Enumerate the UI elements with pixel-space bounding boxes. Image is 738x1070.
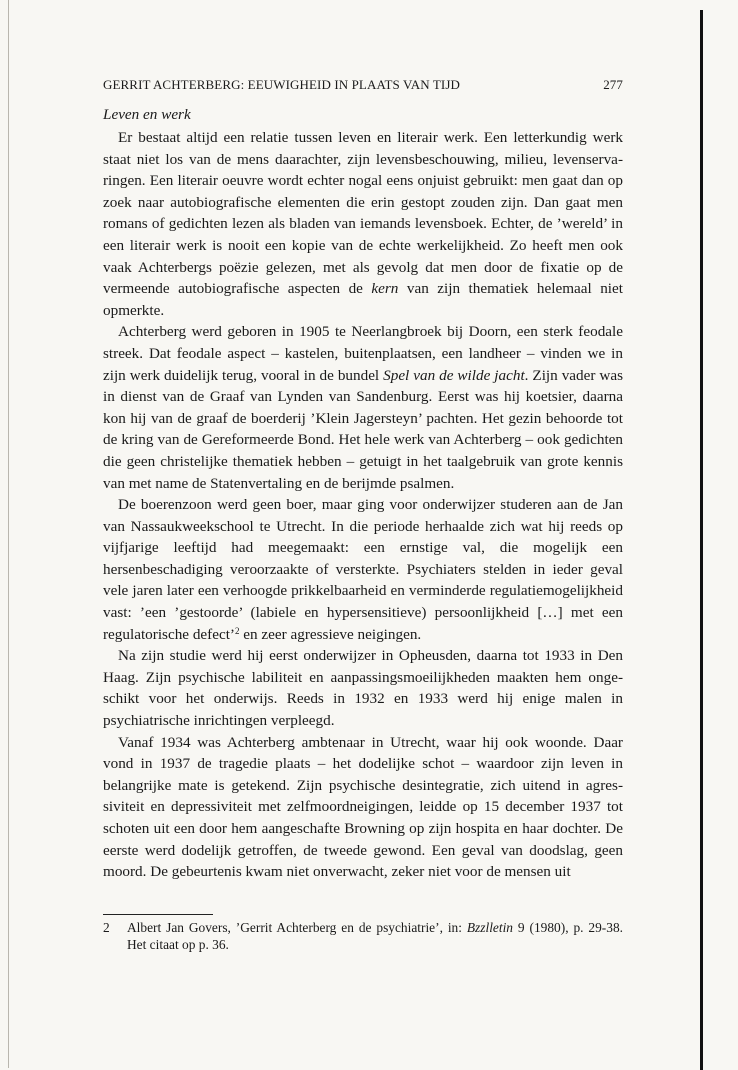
page-left-edge xyxy=(8,0,9,1068)
page-right-edge xyxy=(700,10,703,1070)
paragraph: De boerenzoon werd geen boer, maar ging voor onderwijzer studeren aan de Jan van Nassaukweekschool te Utrecht. In die periode herhaalde zich wat hij reeds op vijfjarige leeftijd had meegemaakt: een ernstige val, die mogelijk een hersenbeschadiging veroorzaakte of versterkte. Psychiaters stelden in ieder geval vele jaren later een verhoogde prikkelbaarheid en verminderde regulatiemogelijkheid vast: ’een ’gestoorde’ (labiele en hypersensitieve) persoonlijkheid […] met een regulatorische defect’$^2$ en zeer agressieve neigingen. xyxy=(103,496,623,643)
footnote-ref[interactable]: 2 xyxy=(234,625,240,636)
footnote-text: Albert Jan Govers, ’Gerrit Achterberg en de psychiatrie’, in: Bzzlletin 9 (1980), p. 29-38. Het citaat op p. 36. xyxy=(127,920,623,952)
footnote-rule xyxy=(103,914,213,915)
footnote-number: 2 xyxy=(103,920,110,935)
running-title: GERRIT ACHTERBERG: EEUWIGHEID IN PLAATS VAN TIJD xyxy=(103,77,461,92)
paragraph: Vanaf 1934 was Achterberg ambtenaar in Utrecht, waar hij ook woonde. Daar vond in 1937 de tragedie plaats – het dodelijke schot – waardoor zijn leven in belangrijke mate is getekend. Zijn psychische desintegratie, zich uitend in agressiviteit en depressiviteit met zelfmoordneigingen, leidde op 15 december 1937 tot schoten uit een door hem aangeschafte Browning op zijn hospita en haar dochter. De eerste werd dodelijk getroffen, de tweede gewond. Een geval van doodslag, geen moord. De gebeurtenis kwam niet onverwacht, zeker niet voor de mensen uit xyxy=(103,733,623,881)
emphasis: kern xyxy=(371,280,399,298)
paragraph: Achterberg werd geboren in 1905 te Neerlangbroek bij Doorn, een sterk feodale streek. Dat feodale aspect – kastelen, buitenplaatsen, een landheer – vinden we in zijn werk duidelijk terug, vooral in de bundel Spel van de wilde jacht. Zijn vader was in dienst van de Graaf van Lynden van Sandenburg. Eerst was hij koetsier, daarna kon hij van de graaf de boerderij ’Klein Jagersteyn’ pachten. Het gezin behoorde tot de kring van de Gereformeerde Bond. Het hele werk van Achterberg – ook gedichten die geen christelijke thematiek hebben – getuigt in het taalgebruik van grote kennis van met name de Statenvertaling en de berijmde psalmen. xyxy=(103,323,624,492)
book-title: Spel van de wilde jacht xyxy=(383,366,525,384)
paragraph: Er bestaat altijd een relatie tussen leven en literair werk. Een letterkundig werk staat niet los van de mens daarachter, zijn levensbeschouwing, milieu, levenservaringen. Een literair oeuvre wordt echter nogal eens onjuist gebruikt: men gaat dan op zoek naar autobiografische elementen die erin gestopt zouden zijn. Dan gaat men romans of gedichten lezen als bladen van iemands levensboek. Echter, de ’wereld’ in een literair werk is nooit een kopie van de echte werkelijkheid. Zo heeft men ook vaak Achterbergs poëzie gelezen, met als gevolg dat men door de fixatie op de vermeende autobiografische aspecten de kern van zijn thematiek helemaal niet opmerkte. xyxy=(103,129,623,319)
running-header xyxy=(103,77,623,93)
body-text xyxy=(103,127,623,883)
page-number: 277 xyxy=(603,77,623,92)
footnote xyxy=(103,919,623,953)
section-title: Leven en werk xyxy=(103,106,191,123)
paragraph: Na zijn studie werd hij eerst onderwijzer in Opheusden, daarna tot 1933 in Den Haag. Zijn psychische labiliteit en aanpassingsmoeilijkheden maakten hem ongeschikt voor het onderwijs. Reeds in 1932 en 1933 werd hij enige malen in psychiatrische inrichtingen verpleegd. xyxy=(103,647,623,730)
journal-title: Bzzlletin xyxy=(466,920,513,935)
